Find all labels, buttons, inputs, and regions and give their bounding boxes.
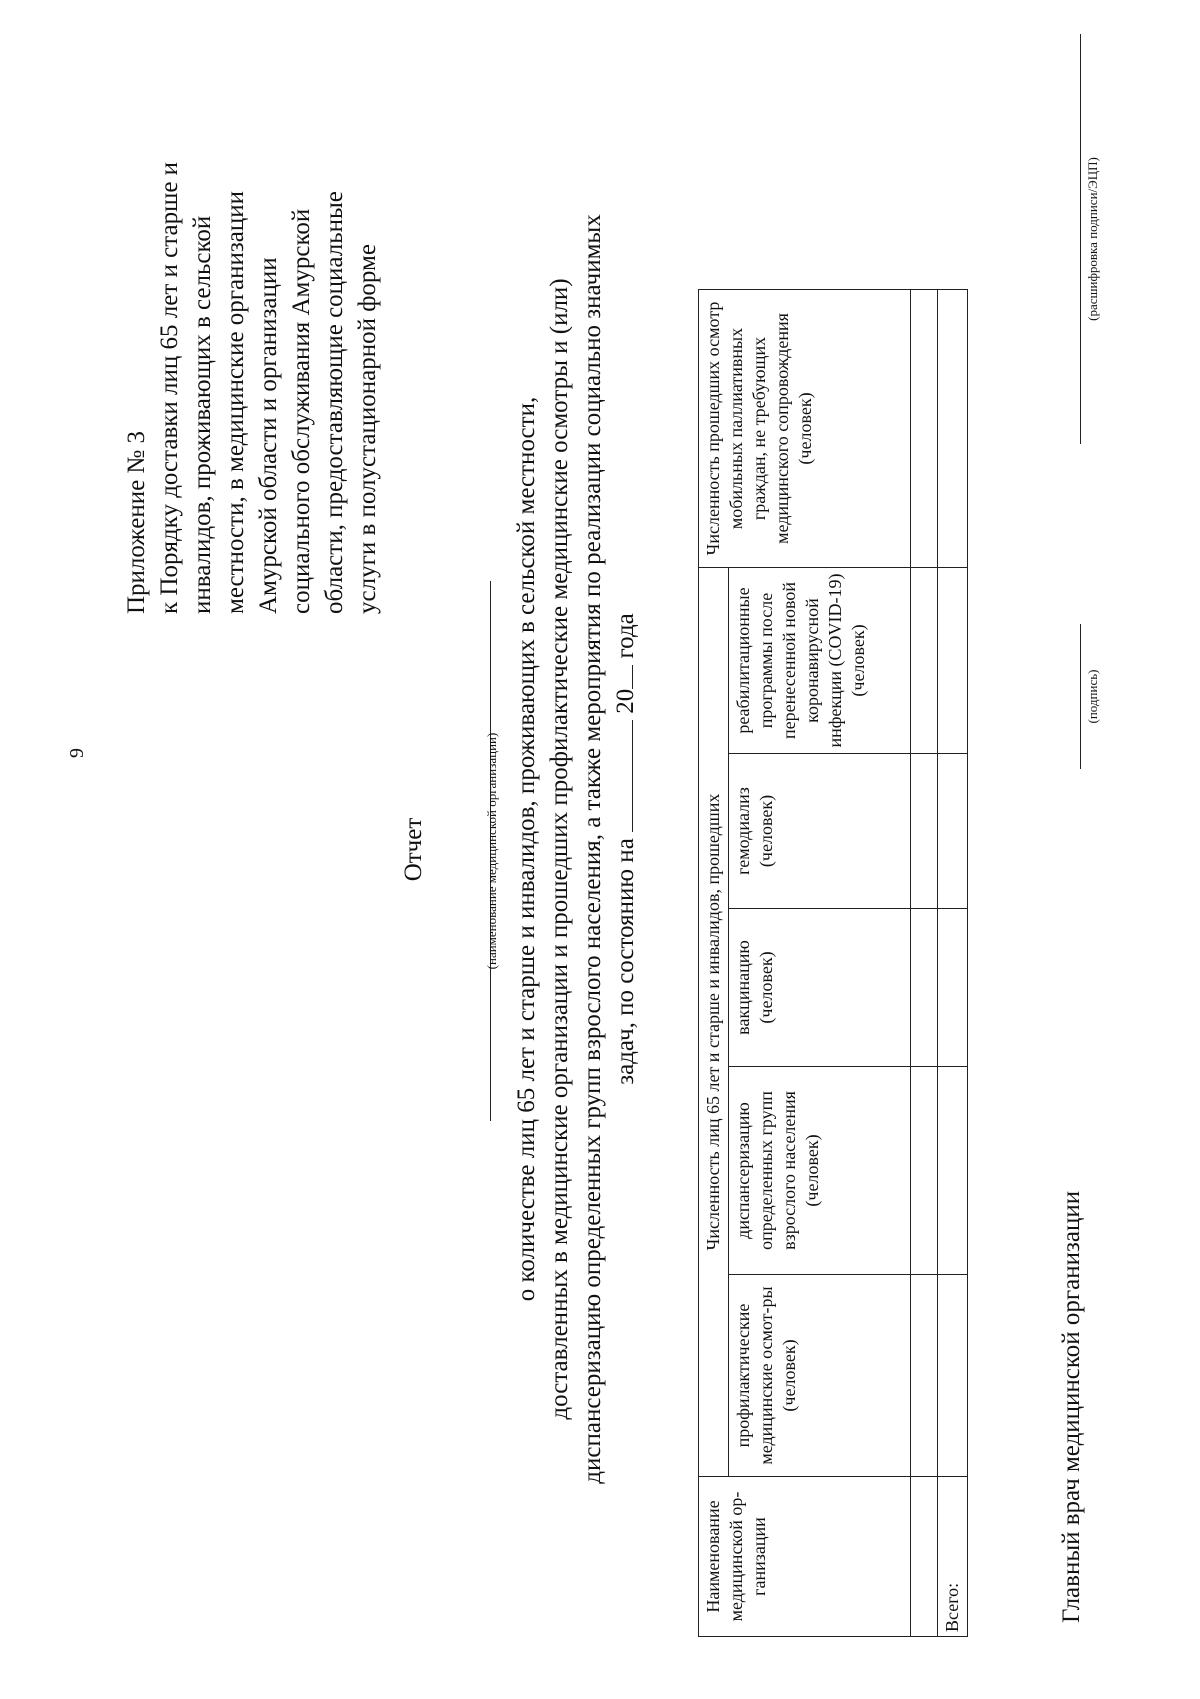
subject-line: о количестве лиц 65 лет и старше и инвалидов, проживающих в сельской местности, — [513, 396, 540, 1302]
appendix-title: Приложение № 3 — [123, 430, 150, 614]
signature-caption: (подпись) — [1085, 669, 1100, 724]
signature-decode-caption: (расшифровка подписи/ЭЦП) — [1085, 157, 1100, 321]
table-cell[interactable] — [911, 1477, 938, 1637]
appendix-line: к Порядку доставки лиц 65 лет и старше и — [156, 161, 183, 614]
table-cell[interactable] — [911, 1275, 938, 1477]
header-palliative-count: Численность прошедших осмотр мобильных паллиативных граждан, не требующих медицинского сопровождения (человек) — [699, 290, 911, 568]
table-cell[interactable] — [911, 754, 938, 909]
header-dispensarization: диспансеризацию определенных групп взрослого населения (человек) — [729, 1067, 911, 1275]
table-cell[interactable] — [911, 568, 938, 754]
date-year-field[interactable] — [610, 665, 633, 689]
total-cell[interactable] — [938, 1067, 968, 1275]
date-suffix: года — [612, 613, 639, 659]
total-cell[interactable] — [938, 290, 968, 568]
appendix-line: услуги в полустационарной форме — [354, 244, 381, 614]
chief-doctor-label: Главный врач медицинской организации — [1058, 1190, 1085, 1623]
appendix-block — [120, 84, 384, 614]
report-table-container — [698, 289, 968, 1637]
date-day-month-field[interactable] — [610, 720, 633, 832]
subject-line: доставленных в медицинские организации и прошедших профилактические медицинские осмотры и (или) — [546, 278, 573, 1420]
header-preventive-exams: профилактические медицинские осмот-ры (человек) — [729, 1275, 911, 1477]
page-number: 9 — [66, 748, 88, 758]
date-prefix: задач, по состоянию на — [612, 838, 639, 1085]
total-cell[interactable] — [938, 1275, 968, 1477]
report-table — [698, 289, 968, 1637]
organization-name-caption: (наименование медицинской организации) — [484, 732, 499, 970]
subject-line: диспансеризацию определенных групп взрослого населения, а также мероприятия по реализации социально значимых — [579, 214, 606, 1484]
date-line — [609, 59, 642, 1639]
table-cell[interactable] — [911, 290, 938, 568]
total-cell[interactable] — [938, 754, 968, 909]
header-rehabilitation: реабилитационные программы после перенесенной новой коронавирусной инфекции (COVID-19) (человек) — [729, 568, 911, 754]
header-count-group: Численность лиц 65 лет и старше и инвалидов, прошедших — [699, 568, 729, 1477]
header-hemodialysis: гемодиализ (человек) — [729, 754, 911, 909]
signature-decode-field[interactable] — [1080, 34, 1081, 444]
header-organization-name: Наименование медицинской ор-ганизации — [699, 1477, 911, 1637]
appendix-line: области, предоставляющие социальные — [321, 191, 348, 614]
table-cell[interactable] — [911, 909, 938, 1067]
header-vaccination: вакцинацию (человек) — [729, 909, 911, 1067]
signature-field[interactable] — [1080, 624, 1081, 769]
appendix-line: Амурской области и организации — [255, 257, 282, 614]
appendix-line: инвалидов, проживающих в сельской — [189, 215, 216, 614]
report-subject — [510, 59, 642, 1639]
report-title: Отчет — [400, 817, 427, 882]
table-row — [911, 290, 938, 1637]
total-row — [938, 290, 968, 1637]
total-cell[interactable] — [938, 909, 968, 1067]
appendix-line: местности, в медицинские организации — [222, 190, 249, 614]
total-cell[interactable] — [938, 568, 968, 754]
date-year-prefix: 20 — [612, 688, 639, 714]
total-label: Всего: — [938, 1477, 968, 1637]
appendix-line: социального обслуживания Амурской — [288, 208, 315, 614]
table-cell[interactable] — [911, 1067, 938, 1275]
